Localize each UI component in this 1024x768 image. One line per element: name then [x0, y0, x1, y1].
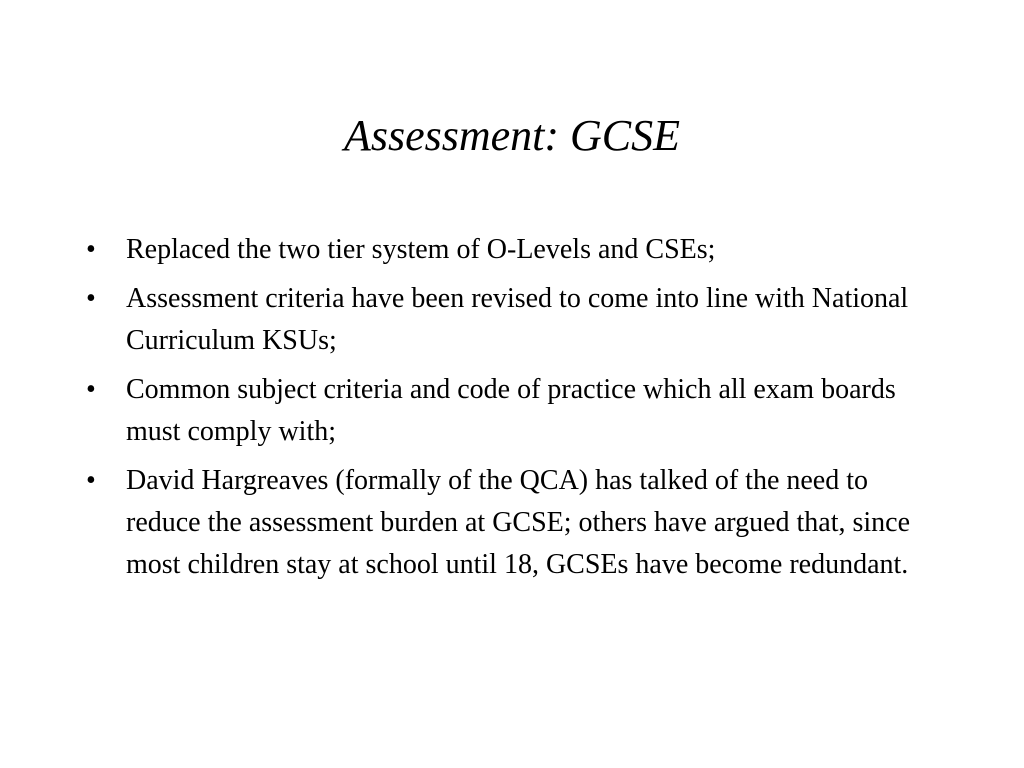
bullet-text: Assessment criteria have been revised to come into line with National Curriculum KSUs;	[126, 283, 909, 356]
bullet-item	[86, 229, 946, 271]
slide-title: Assessment: GCSE	[343, 111, 681, 160]
bullet-text: Replaced the two tier system of O-Levels and CSEs;	[126, 234, 716, 265]
bullet-icon: •	[86, 374, 96, 405]
bullet-text: Common subject criteria and code of practice which all exam boards must comply with;	[126, 374, 896, 447]
bullet-text: David Hargreaves (formally of the QCA) has talked of the need to reduce the assessment burden at GCSE; others have argued that, since most children stay at school until 18, GCSEs have become redundant.	[126, 465, 911, 580]
bullet-icon: •	[86, 283, 96, 314]
bullet-icon: •	[86, 465, 96, 496]
bullet-list	[86, 229, 946, 593]
bullet-item	[86, 278, 946, 362]
bullet-icon: •	[86, 234, 96, 265]
bullet-item	[86, 369, 946, 453]
bullet-item	[86, 460, 946, 586]
